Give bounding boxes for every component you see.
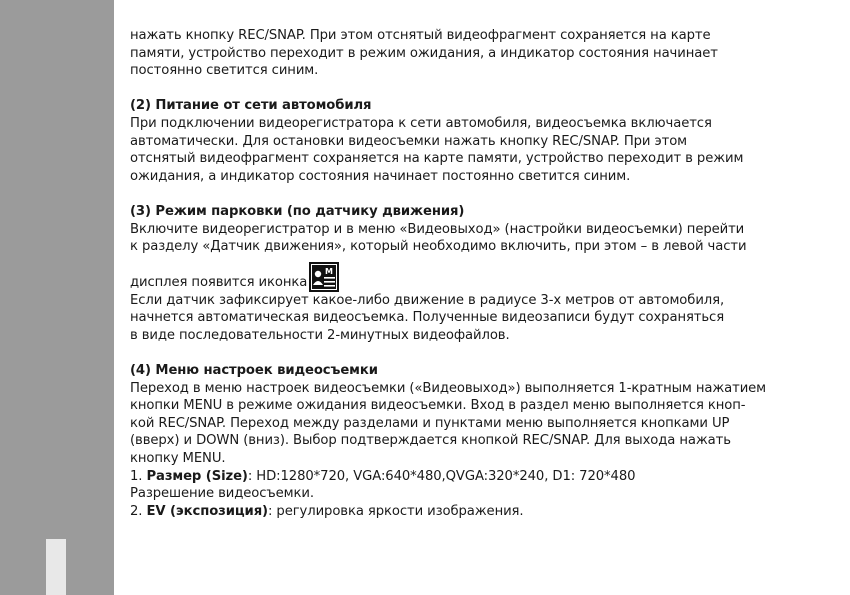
section-2-line: отснятый видеофрагмент сохраняется на карте памяти, устройство переходит в режим [130,151,744,167]
item-value: : регулировка яркости изображения. [268,503,524,519]
page-side-tab [46,539,66,595]
item-number: 1. [130,468,143,484]
section-4-heading: (4) Меню настроек видеосъемки [130,363,378,379]
menu-item-size [130,468,830,486]
section-3-line: к разделу «Датчик движения», который необходимо включить, при этом – в левой части [130,239,747,255]
item-label: EV (экспозиция) [146,503,268,519]
section-3-line: Если датчик зафиксирует какое-либо движение в радиусе 3-х метров от автомобиля, [130,292,725,308]
document-body [130,27,830,520]
section-3-line: начнется автоматическая видеосъемка. Полученные видеозаписи будут сохраняться [130,310,725,326]
section-4-line: Переход в меню настроек видеосъемки («Видеовыход») выполняется 1-кратным нажатием [130,380,767,396]
section-4-line: кнопку MENU. [130,451,226,467]
section-2-line: При подключении видеорегистратора к сети автомобиля, видеосъемка включается [130,115,712,131]
section-4-line: кнопки MENU в режиме ожидания видеосъемки. Вход в раздел меню выполняется кноп- [130,398,746,414]
menu-item-size-desc: Разрешение видеосъемки. [130,486,314,502]
motion-detection-icon [309,262,339,292]
intro-line: нажать кнопку REC/SNAP. При этом отснятый видеофрагмент сохраняется на карте [130,28,711,43]
section-3-line: Включите видеорегистратор и в меню «Видеовыход» (настройки видеосъемки) перейти [130,221,745,237]
item-label: Размер (Size) [146,468,248,484]
menu-item-ev [130,503,830,521]
section-2-line: ожидания, а индикатор состояния начинает постоянно светится синим. [130,168,631,184]
section-2-heading: (2) Питание от сети автомобиля [130,98,372,114]
svg-text:M: M [325,266,334,276]
page-side-band [0,0,114,595]
section-3-line: в виде последовательности 2-минутных видеофайлов. [130,327,510,343]
intro-line: памяти, устройство переходит в режим ожидания, а индикатор состояния начинает [130,45,718,61]
section-4-line: кой REC/SNAP. Переход между разделами и пунктами меню выполняется кнопками UP [130,415,730,431]
section-3-icon-text: дисплея появится иконка [130,275,308,291]
item-number: 2. [130,503,143,519]
section-3-icon-line [130,256,830,292]
section-3-heading: (3) Режим парковки (по датчику движения) [130,203,465,219]
item-value: : HD:1280*720, VGA:640*480,QVGA:320*240, D1: 720*480 [247,468,636,484]
section-2-line: автоматически. Для остановки видеосъемки нажать кнопку REC/SNAP. При этом [130,133,688,149]
section-4-line: (вверх) и DOWN (вниз). Выбор подтверждается кнопкой REC/SNAP. Для выхода нажать [130,433,731,449]
intro-line: постоянно светится синим. [130,63,319,79]
